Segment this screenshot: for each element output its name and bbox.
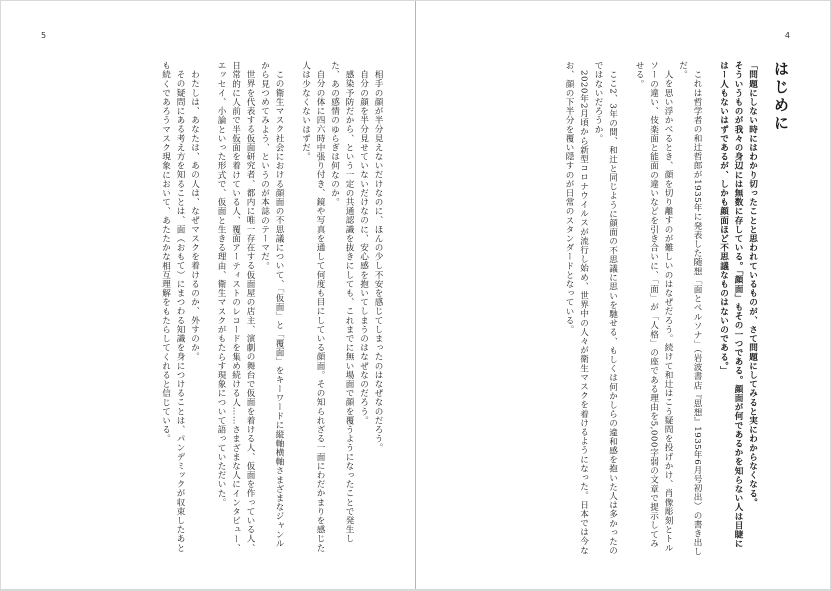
paragraph: 自分の顔を半分見せていないだけなのに、安心感を抱いてしまうのはなぜなのだろう。 <box>358 69 369 425</box>
paragraph: これは哲学者の和辻哲郎が1935年に発表した随想「面とペルソナ」（岩波書店『思想』1935年6月号初出）の書き出しだ。 <box>677 61 702 556</box>
lead-quote-line: そういうものが我々の身辺には無数に存している。「顔面」もその一つである。顔面が何であるかを知らない人は目睫にはー人もないはずであるが、しかも顔面ほど不思議なものはないのである。」 <box>718 61 743 549</box>
paragraph: 相手の顔が半分見えないだけなのに、ほんの少し不安を感じてしまったのはなぜなのだろう。 <box>373 69 383 452</box>
paragraph: 人を思い浮かべるとき、顔を切り離すのが難しいのはなぜだろう。続けて和辻はこう疑問を投げかけ、肖像彫刻とトルソーの違い、伎楽面と能面の違いなどを引き合いに、「面」が「人格」の座である理由を5,000字弱の文章で提示してみせる。 <box>634 61 673 552</box>
page-right-body <box>562 61 789 556</box>
paragraph: 自分の体に四六時中張り付き、鏡や写真を通して何度も目にしている顔面。その知られざる一面にわだかまりを感じた人は少なくないはずだ。 <box>300 61 325 552</box>
book-spread <box>1 1 830 589</box>
paragraph: 2020年2月頃から新型コロナウイルスが流行し始め、世界中の人々が衛生マスクを着けるようになった。日本では今なお、顔の下半分を覆い隠すのが日常のスタンダードとなっている。 <box>564 61 589 555</box>
chapter-title: はじめに <box>772 61 790 133</box>
paragraph: わたしは、あなたは、あの人は、なぜマスクを着けるのか、外すのか。 <box>189 69 200 361</box>
lead-quote-line: 「問題にしない時にはわかり切ったことと思われているものが、さて問題にしてみると実にわからなくなる。 <box>747 61 758 507</box>
page-left <box>1 1 416 589</box>
page-number-left: 5 <box>41 31 47 40</box>
paragraph: ここ2、3年の間、和辻と同じように顔面の不思議に思いを馳せる、もしくは何かしらの違和感を抱いた人は多かったのではないだろうか。 <box>593 61 618 555</box>
paragraph: その疑問にある考え方を知ることは、面（おもて）にまつわる知識を身につけることは、パンデミックが収束したあとも続くであろうマスク現象において、あたたかな相互理解をもたらしてくれると信じている。 <box>160 61 185 552</box>
paragraph: 世界を代表する仮面研究者、都内に唯一存在する仮面屋の店主、演劇の舞台で仮面を着ける人、仮面を作っている人、日常的に人前で半仮面を着けている人、覆面アーティストのレコードを集め続ける人……さまざまな人にインタビュー、エッセイ、小論といった形式で、仮面と生きる理由、衛生マスクがもたらす現象について語っていただいた。 <box>216 61 255 553</box>
page-left-body <box>158 61 385 556</box>
paragraph: 感染予防だから、という一定の共通認識を抜きにしても、これまでに無い場面で顔を覆うようになったことで発生した、あの感情のゆらぎは何なのか。 <box>329 61 354 543</box>
page-right <box>416 1 830 589</box>
page-number-right: 4 <box>784 31 790 40</box>
paragraph: この衛生マスク社会における顔面の不思議について、「仮面」と「覆面」をキーワードに縦軸横軸さまざまなジャンルから見つめてみよう、というのが本誌のテーマだ。 <box>259 61 284 548</box>
